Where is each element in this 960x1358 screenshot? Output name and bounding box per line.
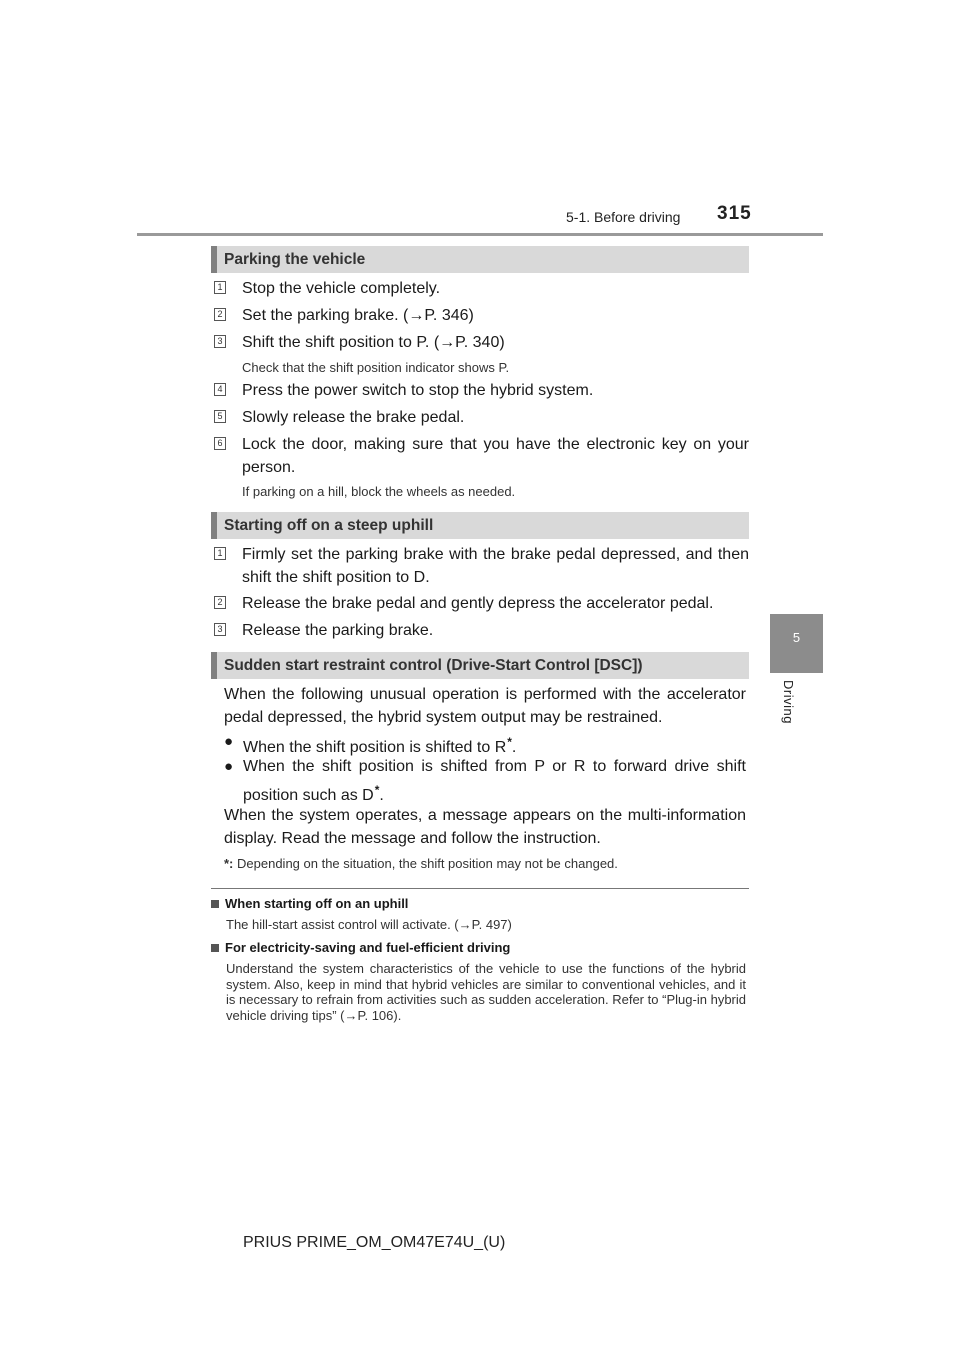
step-number-box: 2 xyxy=(214,308,226,321)
info-title-uphill: When starting off on an uphill xyxy=(211,896,408,911)
footnote-star: * xyxy=(507,735,512,749)
header-rule xyxy=(137,233,823,236)
section-title: Sudden start restraint control (Drive-Start Control [DSC]) xyxy=(224,656,643,674)
step-text: Shift the shift position to P. (→P. 340) xyxy=(242,334,505,351)
dsc-outro: When the system operates, a message appears on the multi-information display. Read the message and follow the instruction. xyxy=(224,807,746,847)
step-number-box: 5 xyxy=(214,410,226,423)
info-title-electricity: For electricity-saving and fuel-efficient driving xyxy=(211,940,510,955)
step-text: Lock the door, making sure that you have the electronic key on your person. xyxy=(242,436,749,476)
parking-step-4 xyxy=(214,380,749,403)
parking-step-2 xyxy=(214,305,749,328)
step-number-box: 4 xyxy=(214,383,226,396)
step-text: Firmly set the parking brake with the brake pedal depressed, and then shift the shift position to D. xyxy=(242,546,749,586)
step-text: Stop the vehicle completely. xyxy=(242,280,441,297)
step-text: Press the power switch to stop the hybrid system. xyxy=(242,382,594,399)
square-bullet-icon xyxy=(211,900,219,908)
parking-step-1 xyxy=(214,278,749,301)
step-number-box: 2 xyxy=(214,596,226,609)
step-text: Slowly release the brake pedal. xyxy=(242,409,465,426)
dsc-bullet-2 xyxy=(224,756,746,807)
parking-note-hill: If parking on a hill, block the wheels as needed. xyxy=(242,484,516,499)
chapter-tab-label: Driving xyxy=(781,680,796,724)
step-text: Release the parking brake. xyxy=(242,622,434,639)
step-number-box: 6 xyxy=(214,437,226,450)
dsc-footnote: *: Depending on the situation, the shift position may not be changed. xyxy=(224,856,618,871)
section-header-dsc xyxy=(211,652,749,679)
footer-model-code: PRIUS PRIME_OM_OM47E74U_(U) xyxy=(243,1234,506,1251)
info-body-uphill: The hill-start assist control will activate. (→P. 497) xyxy=(226,917,512,932)
parking-step-3 xyxy=(214,332,749,355)
step-number-box: 3 xyxy=(214,623,226,636)
section-header-uphill xyxy=(211,512,749,539)
bullet-text: When the shift position is shifted from P or R to forward drive shift position such as D*. xyxy=(243,758,746,804)
chapter-tab-number: 5 xyxy=(792,630,801,645)
step-number-box: 3 xyxy=(214,335,226,348)
uphill-step-1 xyxy=(214,544,749,589)
bullet-dot: ● xyxy=(224,733,234,750)
step-text: Set the parking brake. (→P. 346) xyxy=(242,307,474,324)
parking-note-shift-indicator: Check that the shift position indicator shows P. xyxy=(242,360,510,375)
section-title: Starting off on a steep uphill xyxy=(224,516,434,534)
bullet-dot: ● xyxy=(224,758,234,775)
parking-step-6 xyxy=(214,434,749,479)
section-header-parking xyxy=(211,246,749,273)
step-number-box: 1 xyxy=(214,281,226,294)
footnote-star: * xyxy=(374,782,380,797)
running-header-section: 5-1. Before driving xyxy=(566,209,681,225)
step-text: Release the brake pedal and gently depress the accelerator pedal. xyxy=(242,595,714,612)
page-number: 315 xyxy=(717,203,752,224)
bullet-text: When the shift position is shifted to R*. xyxy=(243,735,517,756)
info-divider xyxy=(211,888,749,889)
uphill-step-2 xyxy=(214,593,749,616)
uphill-step-3 xyxy=(214,620,749,643)
square-bullet-icon xyxy=(211,944,219,952)
step-number-box: 1 xyxy=(214,547,226,560)
dsc-intro: When the following unusual operation is performed with the accelerator pedal depressed, the hybrid system output may be restrained. xyxy=(224,686,746,726)
info-body-electricity: Understand the system characteristics of the vehicle to use the functions of the hybrid system. Also, keep in mind that hybrid vehicles are similar to conventional vehicles, and it is necessary to refrain from activities such as sudden acceleration. Refer to “Plug-in hybrid vehicle driving tips” (→P. 106). xyxy=(226,961,746,1023)
section-title: Parking the vehicle xyxy=(224,250,366,268)
parking-step-5 xyxy=(214,407,749,430)
